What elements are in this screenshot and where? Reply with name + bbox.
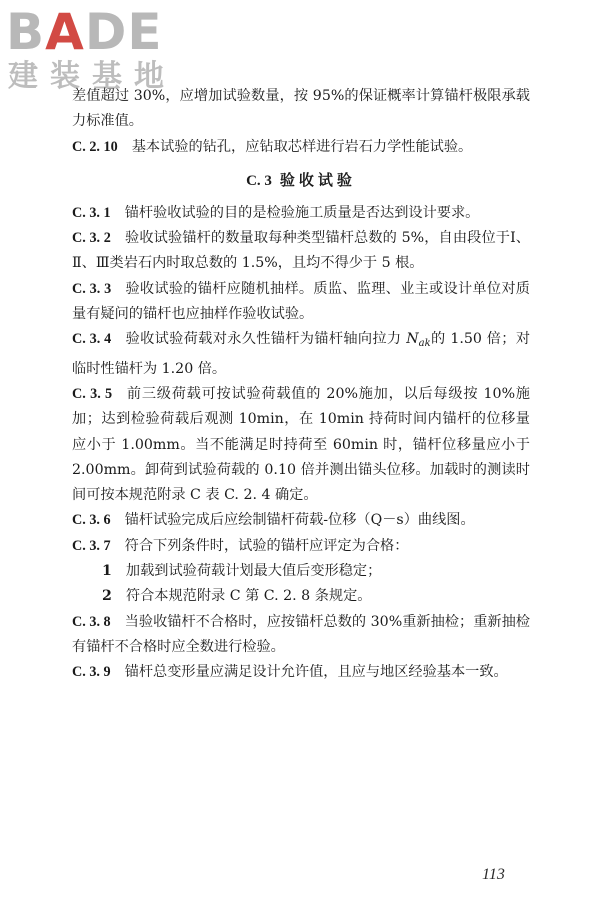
list-item xyxy=(72,584,530,609)
item-number: 2 xyxy=(102,588,112,605)
clause-text: 锚杆试验完成后应绘制锚杆荷载-位移（Q－s）曲线图。 xyxy=(124,512,475,529)
symbol-subscript: ak xyxy=(418,338,431,350)
clause-c-3-5 xyxy=(72,382,530,508)
clause-number: C. 3. 1 xyxy=(72,204,111,221)
clause-c-3-7 xyxy=(72,534,530,559)
clause-c-3-4 xyxy=(72,327,530,382)
clause-text: 前三级荷载可按试验荷载值的 20%施加，以后每级按 10%施加；达到检验荷载后观测 10min，在 10min 持荷时间内锚杆的位移量应小于 1.00mm。当不能满足时持荷至 60min 时，锚杆位移量应小于 2.00mm。卸荷到试验荷载的 0.10 倍并测出锚头位移。加载时的测读时间可按本规范附录 C 表 C. 2. 4 确定。 xyxy=(72,385,530,504)
clause-c-3-9 xyxy=(72,660,530,685)
clause-number: C. 3. 8 xyxy=(72,613,111,630)
section-heading xyxy=(72,168,530,194)
clause-number: C. 3. 5 xyxy=(72,385,113,402)
item-number: 1 xyxy=(102,563,112,580)
clause-number: C. 3. 2 xyxy=(72,230,111,247)
clause-text: 锚杆验收试验的目的是检验施工质量是否达到设计要求。 xyxy=(124,204,480,221)
item-text: 加载到试验荷载计划最大值后变形稳定； xyxy=(125,563,382,580)
clause-number: C. 3. 3 xyxy=(72,280,112,297)
section-title: 验收试验 xyxy=(279,170,356,189)
clause-text-cont: 的 1.50 倍；对临时性锚杆为 1.20 倍。 xyxy=(72,331,531,377)
clause-number: C. 3. 6 xyxy=(72,512,111,529)
clause-number: C. 3. 7 xyxy=(72,537,111,554)
clause-text: 验收试验荷载对永久性锚杆为锚杆轴向拉力 xyxy=(125,331,407,348)
page-number: 113 xyxy=(482,866,505,883)
clause-text: 当验收锚杆不合格时，应按锚杆总数的 30%重新抽检；重新抽检有锚杆不合格时应全数进行检验。 xyxy=(72,613,530,655)
clause-text: 基本试验的钻孔，应钻取芯样进行岩石力学性能试验。 xyxy=(131,138,473,155)
clause-number: C. 3. 4 xyxy=(72,331,112,348)
list-item xyxy=(72,559,530,584)
clause-text: 验收试验的锚杆应随机抽样。质监、监理、业主或设计单位对质量有疑问的锚杆也应抽样作验收试验。 xyxy=(72,280,530,323)
clause-c-2-10 xyxy=(72,135,530,160)
clause-text: 符合下列条件时，试验的锚杆应评定为合格： xyxy=(124,537,409,554)
clause-c-3-2 xyxy=(72,226,530,277)
document-body xyxy=(72,84,530,686)
clause-text: 验收试验锚杆的数量取每种类型锚杆总数的 5%，自由段位于Ⅰ、Ⅱ、Ⅲ类岩石内时取总数的 1.5%，且均不得少于 5 根。 xyxy=(72,230,530,272)
logo-brand: BADE xyxy=(6,3,163,61)
clause-c-3-3 xyxy=(72,277,530,328)
item-text: 符合本规范附录 C 第 C. 2. 8 条规定。 xyxy=(125,588,372,605)
clause-c-3-6 xyxy=(72,508,530,533)
clause-text: 锚杆总变形量应满足设计允许值，且应与地区经验基本一致。 xyxy=(124,664,508,681)
clause-c-3-8 xyxy=(72,610,530,661)
section-number: C. 3 xyxy=(246,172,272,189)
symbol-n: N xyxy=(406,331,419,348)
clause-number: C. 2. 10 xyxy=(72,138,118,155)
clause-c-3-1 xyxy=(72,201,530,226)
continuation-text: 差值超过 30%，应增加试验数量，按 95%的保证概率计算锚杆极限承载力标准值。 xyxy=(72,88,530,130)
logo-subtitle: 建装基地 xyxy=(8,59,176,94)
clause-number: C. 3. 9 xyxy=(72,664,111,681)
